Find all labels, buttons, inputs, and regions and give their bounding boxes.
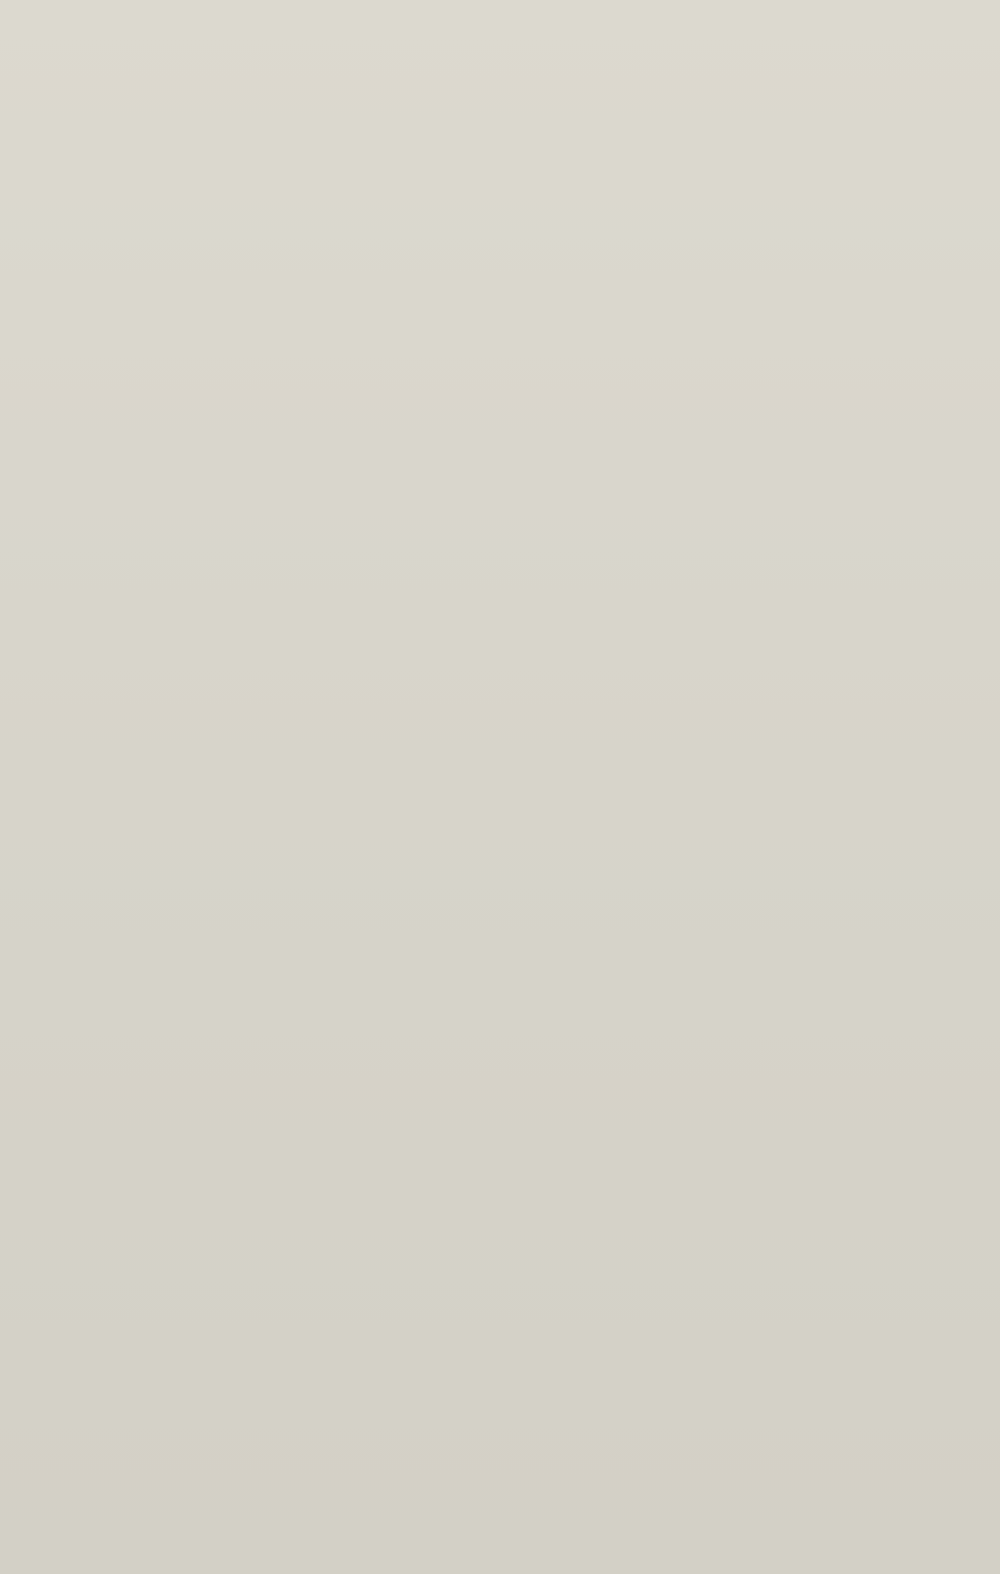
music-examples-top	[0, 130, 1000, 530]
music-example-bottom	[0, 1230, 1000, 1445]
music-example-middle	[250, 895, 770, 1085]
